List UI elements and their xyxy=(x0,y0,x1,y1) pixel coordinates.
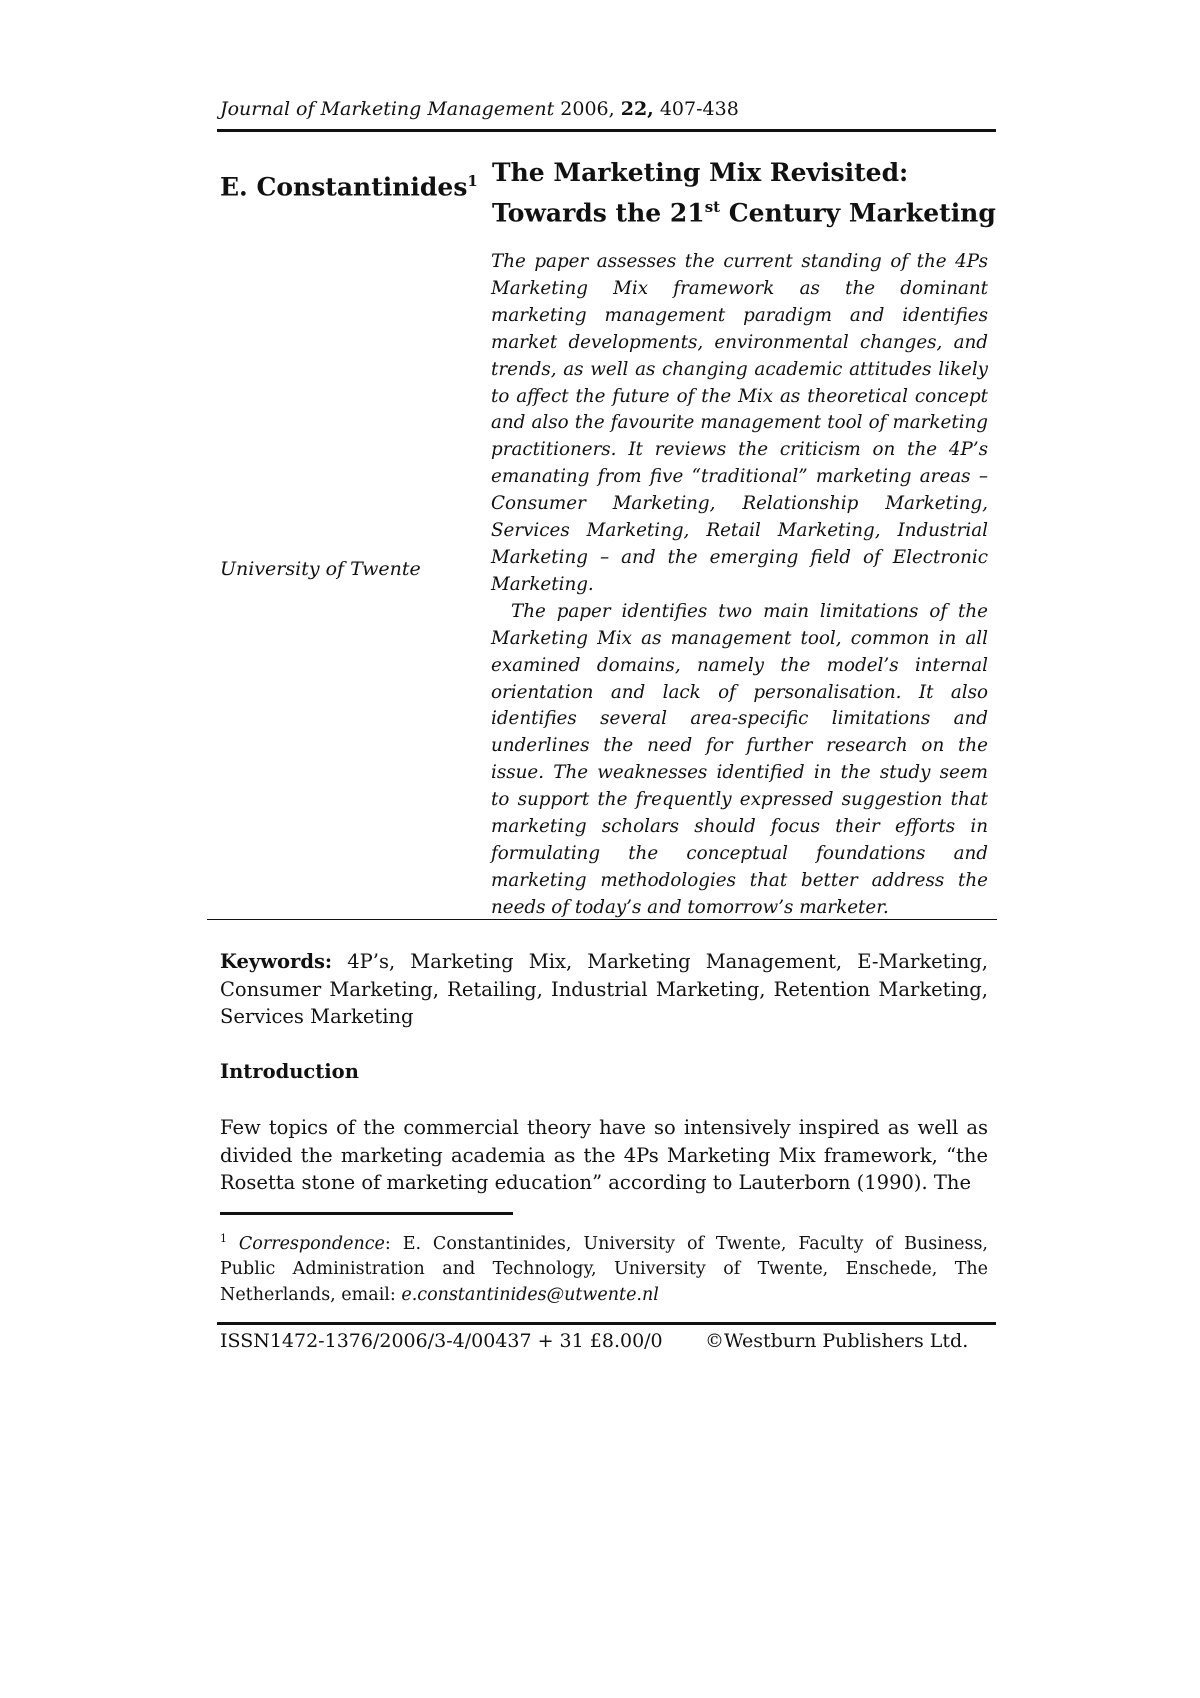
journal-year: 2006, xyxy=(560,98,615,120)
author-name-text: E. Constantinides xyxy=(220,172,468,202)
journal-name: Journal of Marketing Management xyxy=(220,98,555,120)
author-affiliation: University of Twente xyxy=(220,558,421,580)
title-line-2-suffix: Century Marketing xyxy=(720,198,996,228)
journal-citation xyxy=(220,98,739,120)
header-rule xyxy=(217,129,996,132)
journal-pages: 407-438 xyxy=(659,98,739,120)
journal-volume: 22, xyxy=(620,98,654,120)
footer-rule xyxy=(217,1322,996,1325)
keywords-label: Keywords: xyxy=(220,950,333,973)
footnote-label: Correspondence xyxy=(238,1233,385,1254)
issn-line: ISSN1472-1376/2006/3-4/00437 + 31 £8.00/0 xyxy=(220,1330,663,1352)
introduction-paragraph: Few topics of the commercial theory have so intensively inspired as well as divided the marketing academia as the 4Ps Marketing Mix framework, “the Rosetta stone of marketing education” according to Lauterborn (1990). The xyxy=(220,1116,988,1194)
title-line-2-sup: st xyxy=(704,198,721,216)
footnote-rule xyxy=(220,1212,513,1215)
paper-title xyxy=(492,156,997,230)
footnote-email: e.constantinides@utwente.nl xyxy=(401,1284,659,1305)
author-name xyxy=(220,172,478,201)
title-line-1: The Marketing Mix Revisited: xyxy=(492,158,909,187)
abstract-paragraph-1: The paper assesses the current standing of the 4Ps Marketing Mix framework as the dominant marketing management paradigm and identifies market developments, environmental changes, and trends, as well as changing academic attitudes likely to affect the future of the Mix as theoretical concept and also the favourite management tool of marketing practitioners. It reviews the criticism on the 4P’s emanating from five “traditional” marketing areas – Consumer Marketing, Relationship Marketing, Services Marketing, Retail Marketing, Industrial Marketing – and the emerging field of Electronic Marketing. xyxy=(491,251,988,595)
keywords xyxy=(220,948,988,1031)
footnote-text: : E. Constantinides, University of Twente, Faculty of Business, Public Administration and Technology, University of Twente, Enschede, The Netherlands, email: xyxy=(220,1233,988,1305)
title-line-2 xyxy=(492,190,997,230)
author-footnote-marker: 1 xyxy=(467,172,478,190)
abstract-divider xyxy=(207,919,997,920)
footnote-marker: 1 xyxy=(220,1232,227,1245)
abstract xyxy=(491,249,988,922)
footnote xyxy=(220,1226,988,1308)
title-line-2-prefix: Towards the 21 xyxy=(492,198,705,228)
publisher-copyright: ©Westburn Publishers Ltd. xyxy=(705,1330,969,1352)
section-heading-introduction: Introduction xyxy=(220,1060,359,1083)
abstract-paragraph-2: The paper identifies two main limitations of the Marketing Mix as management tool, common in all examined domains, namely the model’s internal orientation and lack of personalisation. It also identifies several area-specific limitations and underlines the need for further research on the issue. The weaknesses identified in the study seem to support the frequently expressed suggestion that marketing scholars should focus their efforts in formulating the conceptual foundations and marketing methodologies that better address the needs of today’s and tomorrow’s marketer. xyxy=(491,600,988,918)
keywords-text: 4P’s, Marketing Mix, Marketing Management, E-Marketing, Consumer Marketing, Retailing, Industrial Marketing, Retention Marketing, Services Marketing xyxy=(220,950,988,1028)
